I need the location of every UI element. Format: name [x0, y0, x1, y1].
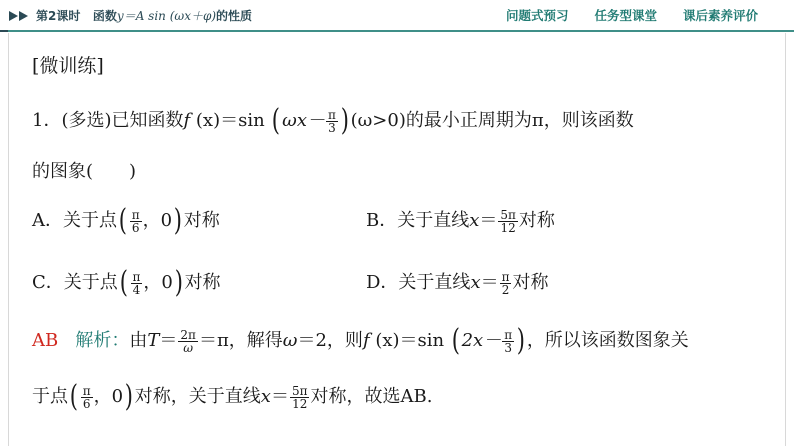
question-stem-b: 的最小正周期为π，则该函数	[405, 110, 634, 131]
question-line-2: 的图象( )	[32, 161, 137, 182]
inner-expr: ωx－	[282, 110, 325, 131]
fraction-num: π	[132, 269, 141, 284]
nav-preview[interactable]: 问题式预习	[505, 8, 569, 23]
option-d-var: x	[470, 272, 481, 293]
option-a-end: 对称	[183, 210, 220, 231]
fraction-den: 3	[326, 121, 338, 134]
answer-var-t: T	[147, 330, 160, 351]
paren-open: (	[118, 203, 127, 238]
option-a-tail: ，0	[142, 210, 173, 231]
answer-text: (x)＝sin	[375, 330, 445, 351]
lesson-title	[36, 7, 252, 24]
option-c-tail: ，0	[143, 272, 173, 293]
answer-fraction-point	[81, 385, 93, 410]
answer-text: ，所以该函数图象关	[526, 330, 689, 351]
fraction-num: 5π	[500, 207, 516, 222]
option-b-end: 对称	[518, 210, 555, 231]
fraction-num: π	[328, 107, 336, 122]
answer-text: ＝2，则	[297, 330, 363, 351]
fraction-pi-3	[326, 109, 338, 134]
header-rule	[0, 30, 794, 32]
lesson-topic-func: y＝A sin (ωx＋φ)	[116, 9, 217, 23]
question-stem: 已知函数	[111, 110, 184, 131]
paren-open: (	[451, 323, 460, 358]
answer-omega: ω	[282, 330, 298, 351]
answer-text: ，0	[93, 386, 124, 407]
option-b-label: B．关于直线	[366, 210, 470, 231]
lesson-topic-suffix: 的性质	[216, 9, 253, 23]
paren-close: )	[124, 379, 134, 414]
question-type: (多选)	[61, 110, 112, 131]
paren-close: )	[174, 265, 183, 300]
section-title: [微训练]	[32, 55, 104, 77]
paren-close: )	[516, 323, 526, 358]
answer-text: ＝	[270, 386, 289, 407]
answer-fraction-period	[178, 329, 198, 354]
header-nav	[506, 6, 758, 24]
nav-evaluation[interactable]: 课后素养评价	[682, 8, 758, 23]
fraction-num: π	[131, 207, 140, 222]
option-d-fraction	[500, 271, 512, 296]
answer-fraction-inner	[502, 329, 514, 354]
answer-inner: 2x－	[461, 330, 502, 351]
func-name: f	[183, 110, 191, 131]
analysis-label: 解析：	[75, 330, 130, 351]
fraction-den: 12	[290, 397, 310, 410]
option-a-label: A．关于点	[32, 210, 117, 231]
option-a-fraction	[130, 209, 142, 234]
question-number: 1．	[32, 110, 62, 131]
option-a[interactable]	[32, 203, 220, 238]
fraction-num: 2π	[180, 327, 196, 342]
answer-text: 对称，关于直线	[134, 386, 261, 407]
answer-text: ＝π，解得	[198, 330, 283, 351]
fraction-den: 4	[131, 283, 143, 296]
answer-text: 于点	[32, 386, 68, 407]
answer-text: 对称，故选AB.	[310, 386, 433, 407]
option-c[interactable]	[32, 265, 221, 300]
option-b[interactable]	[366, 206, 555, 234]
fraction-den: 3	[502, 341, 514, 354]
option-c-label: C．关于点	[32, 272, 118, 293]
lesson-label: 第2课时	[36, 9, 81, 23]
option-b-eq: ＝	[479, 210, 498, 231]
double-arrow-icon	[9, 11, 31, 21]
paren-open: (	[272, 103, 281, 138]
lesson-topic-prefix: 函数	[92, 9, 117, 23]
answer-text: ＝	[159, 330, 178, 351]
fraction-den: 12	[498, 221, 518, 234]
header-rule-accent	[0, 30, 8, 32]
fraction-den: 2	[500, 283, 512, 296]
paren-open: (	[119, 265, 128, 300]
fraction-num: π	[504, 327, 513, 342]
option-d-end: 对称	[512, 272, 549, 293]
answer-line-1	[32, 323, 689, 358]
option-b-fraction	[498, 209, 518, 234]
answer-key: AB	[32, 330, 59, 351]
option-d[interactable]	[366, 268, 548, 296]
question-line-1	[32, 103, 634, 138]
paren-open: (	[69, 379, 78, 414]
fraction-den: ω	[178, 341, 198, 354]
answer-var-x: x	[260, 386, 271, 407]
slide-header	[0, 0, 794, 31]
fraction-den: 6	[130, 221, 142, 234]
fraction-num: π	[501, 269, 510, 284]
fraction-num: 5π	[291, 383, 308, 398]
paren-close: )	[173, 203, 183, 238]
nav-classroom[interactable]: 任务型课堂	[594, 8, 657, 23]
option-d-label: D．关于直线	[366, 272, 471, 293]
option-c-fraction	[131, 271, 143, 296]
option-b-var: x	[469, 210, 480, 231]
fraction-den: 6	[81, 397, 93, 410]
option-d-eq: ＝	[480, 272, 499, 293]
func-arg: (x)＝sin	[195, 110, 265, 131]
answer-func: f	[362, 330, 370, 351]
answer-fraction-line	[290, 385, 310, 410]
paren-close: )	[340, 103, 349, 138]
omega-condition: (ω>0)	[350, 110, 406, 131]
answer-text: 由	[129, 330, 148, 351]
answer-line-2	[32, 379, 433, 414]
fraction-num: π	[82, 383, 91, 398]
option-c-end: 对称	[184, 272, 221, 293]
